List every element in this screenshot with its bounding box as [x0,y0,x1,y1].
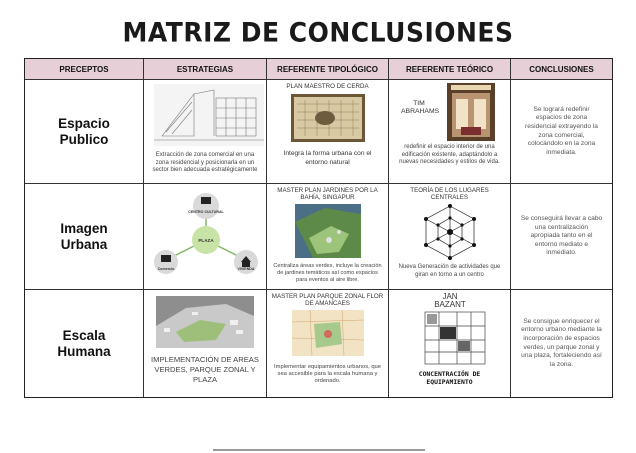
diagram-left-label: Comercio [157,267,175,271]
precepto-escala-humana: Escala Humana [25,290,144,397]
amancaes-park-plan-image [292,310,364,356]
teorico-title: TEORÍA DE LOS LUGARES CENTRALES [410,187,489,202]
teorico-caption: redefinir el espacio interior de una edificación existente, adaptándolo a nuevas necesidades y estilos de vida. [399,144,500,165]
tipologico-cell-2 [267,184,389,290]
diagram-center-label: PLAZA [198,238,214,243]
tipologico-title: MASTER PLAN JARDINES POR LA BAHÍA, SINGAPUR [277,187,378,202]
teorico-cell-3 [389,290,511,397]
conclusion-2: Se conseguirá llevar a cabo una centralización apropiada tanto en el entorno mediato e inmediato. [511,184,612,290]
commerce-icon [161,255,171,262]
teorico-author: JAN BAZANT [434,292,466,310]
footer-divider [213,449,425,451]
book-cover-image [447,83,495,141]
tipologico-title: MASTER PLAN PARQUE ZONAL FLOR DE AMANCAES [271,293,384,308]
header-referente-tipologico: REFERENTE TIPOLÓGICO [267,59,389,80]
tipologico-caption: Implementar equipamientos urbanos, que sea accesible para la escala humana y ordenado. [274,364,381,385]
conclusion-3: Se consigue enriquecer el entorno urbano mediante la incorporación de espacios verdes, un parque zonal y una plaza, fortaleciendo así la zona. [521,317,602,368]
central-plaza-diagram [144,184,266,288]
precepto-espacio-publico: Espacio Publico [25,80,144,184]
header-estrategias: ESTRATEGIAS [144,59,267,80]
building-sketch-image [154,84,264,146]
culture-icon [201,197,211,204]
teorico-author: TIM ABRAHAMS [401,100,440,116]
estrategia-text: Extracción de zona comercial en una zona residencial y posicionarla en un sector bien adecuada estratégicamente [152,152,258,173]
precepto-imagen-urbana: Imagen Urbana [25,184,144,290]
header-preceptos: PRECEPTOS [25,59,144,80]
teorico-caption: CONCENTRACIÓN DE EQUIPAMIENTO [418,370,481,386]
green-areas-model-image [156,296,254,348]
estrategia-cell-2 [144,184,267,290]
central-places-hexagon-diagram [420,204,480,260]
tipologico-caption: Integra la forma urbana con el entorno natural [283,150,372,166]
page-title: MATRIZ DE CONCLUSIONES [122,17,514,48]
estrategia-cell-1 [144,80,267,184]
diagram-right-label: VIVIENDA [237,267,255,271]
singapore-masterplan-image [295,204,361,258]
conclusions-matrix [24,58,613,398]
conclusion-1: Se logrará redefinir espacios de zona residencial extrayendo la zona comercial, colocándolo en la zona inmediata. [511,80,612,184]
estrategia-text: IMPLEMENTACIÓN DE AREAS VERDES, PARQUE ZONAL Y PLAZA [151,355,259,384]
urban-equipment-plan-image [423,310,487,366]
teorico-cell-2 [389,184,511,290]
tipologico-cell-3 [267,290,389,397]
tipologico-caption: Centraliza áreas verdes, incluye la creación de jardines temáticos así como espacios para eventos al aire libre. [273,263,382,283]
header-conclusiones: CONCLUSIONES [511,59,612,80]
tipologico-title: PLAN MAESTRO DE CERDA [286,83,369,90]
estrategia-cell-3 [144,290,267,397]
header-referente-teorico: REFERENTE TEÓRICO [389,59,511,80]
teorico-cell-1 [389,80,511,184]
teorico-caption: Nueva Generación de actividades que giran en torno a un centro [398,264,501,278]
cerda-plan-image [291,94,365,142]
diagram-top-label: CENTRO CULTURAL [188,210,224,214]
tipologico-cell-1 [267,80,389,184]
